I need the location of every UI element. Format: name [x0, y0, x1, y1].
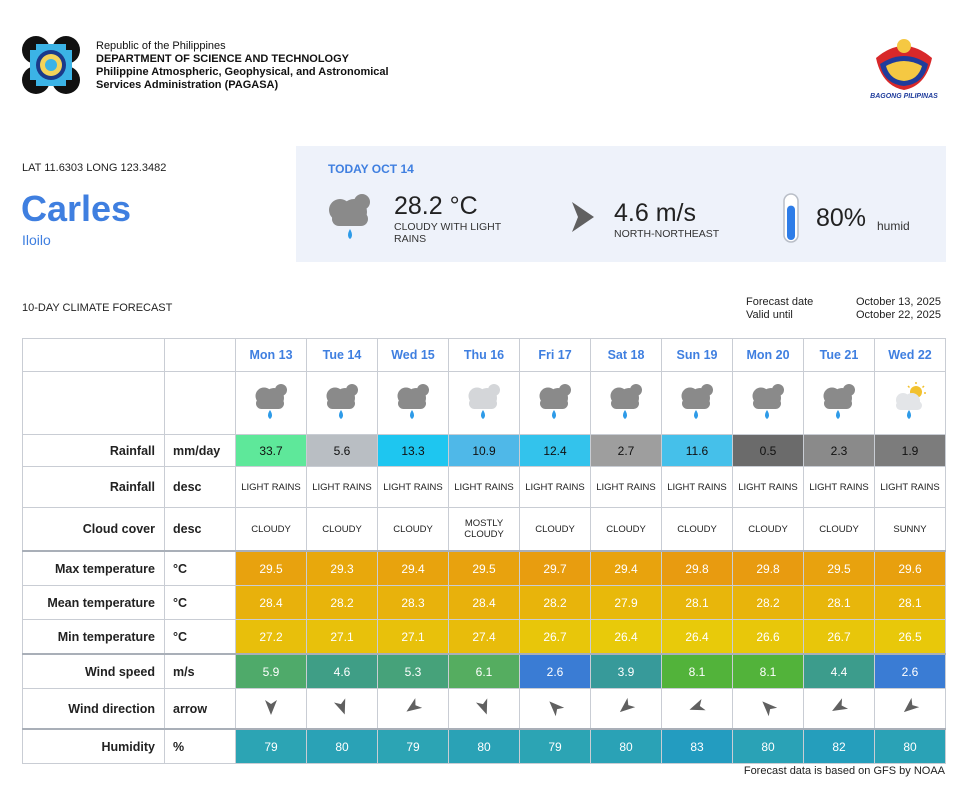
day-header: Sun 19 — [662, 339, 733, 372]
min-temp-value: 26.4 — [662, 620, 733, 655]
rainfall-row — [23, 435, 946, 467]
today-temperature: 28.2 °C — [394, 192, 478, 220]
wind-dir-label: Wind direction — [23, 689, 165, 730]
cloud-cover-label: Cloud cover — [23, 508, 165, 552]
rain-desc-value: LIGHT RAINS — [520, 467, 591, 508]
wind-speed-value: 5.3 — [378, 654, 449, 689]
header-row — [23, 339, 946, 372]
humidity-unit: % — [165, 729, 236, 764]
min-temp-value: 26.6 — [733, 620, 804, 655]
footer-note: Forecast data is based on GFS by NOAA — [743, 765, 945, 777]
wind-arrow-icon — [568, 200, 598, 239]
min-temp-value: 26.7 — [804, 620, 875, 655]
rain-desc-row — [23, 467, 946, 508]
max-temp-unit: °C — [165, 551, 236, 586]
day-header: Tue 21 — [804, 339, 875, 372]
mean-temp-value: 28.1 — [662, 586, 733, 620]
rainfall-value: 0.5 — [733, 435, 804, 467]
rainfall-value: 1.9 — [875, 435, 946, 467]
max-temp-value: 29.4 — [591, 551, 662, 586]
cloud-rain-icon — [591, 372, 662, 435]
day-header: Wed 22 — [875, 339, 946, 372]
mean-temp-value: 28.4 — [236, 586, 307, 620]
cloud-rain-icon — [236, 372, 307, 435]
cloud-cover-value: CLOUDY — [520, 508, 591, 552]
today-humidity-label: humid — [877, 219, 910, 233]
max-temp-row — [23, 551, 946, 586]
wind-speed-value: 8.1 — [733, 654, 804, 689]
mean-temp-value: 28.4 — [449, 586, 520, 620]
forecast-title: 10-DAY CLIMATE FORECAST — [22, 302, 173, 314]
rain-desc-label: Rainfall — [23, 467, 165, 508]
rain-desc-value: LIGHT RAINS — [591, 467, 662, 508]
cloud-cover-value: CLOUDY — [307, 508, 378, 552]
today-humidity: 80% — [816, 204, 867, 232]
pagasa-logo — [22, 36, 80, 94]
rain-desc-value: LIGHT RAINS — [662, 467, 733, 508]
mean-temp-value: 28.2 — [733, 586, 804, 620]
wind-speed-row — [23, 654, 946, 689]
cloud-cover-value: CLOUDY — [733, 508, 804, 552]
bagong-pilipinas-logo — [866, 28, 942, 100]
wind-direction-arrow-icon — [733, 689, 804, 730]
cloud-cover-value: CLOUDY — [804, 508, 875, 552]
light-cloud-rain-icon — [449, 372, 520, 435]
humidity-value: 80 — [875, 729, 946, 764]
cloud-cover-value: CLOUDY — [591, 508, 662, 552]
wind-speed-value: 4.6 — [307, 654, 378, 689]
republic-text: Republic of the Philippines — [96, 40, 226, 52]
corner-cell — [165, 339, 236, 372]
max-temp-value: 29.7 — [520, 551, 591, 586]
rain-desc-value: LIGHT RAINS — [804, 467, 875, 508]
rain-desc-value: LIGHT RAINS — [307, 467, 378, 508]
wind-speed-label: Wind speed — [23, 654, 165, 689]
rainfall-value: 13.3 — [378, 435, 449, 467]
today-label: TODAY OCT 14 — [328, 162, 414, 176]
wind-dir-unit: arrow — [165, 689, 236, 730]
rain-desc-value: LIGHT RAINS — [378, 467, 449, 508]
min-temp-value: 26.7 — [520, 620, 591, 655]
day-header: Tue 14 — [307, 339, 378, 372]
mean-temp-row — [23, 586, 946, 620]
humidity-value: 80 — [591, 729, 662, 764]
cloud-cover-unit: desc — [165, 508, 236, 552]
rainfall-value: 2.7 — [591, 435, 662, 467]
humidity-value: 82 — [804, 729, 875, 764]
valid-until-value: October 22, 2025 — [856, 309, 942, 321]
min-temp-value: 27.1 — [378, 620, 449, 655]
min-temp-value: 26.5 — [875, 620, 946, 655]
min-temp-row — [23, 620, 946, 655]
wind-direction-arrow-icon — [236, 689, 307, 730]
today-wind-speed: 4.6 m/s — [614, 199, 696, 227]
today-wind-direction: NORTH-NORTHEAST — [614, 228, 720, 240]
mean-temp-value: 27.9 — [591, 586, 662, 620]
humidity-row — [23, 729, 946, 764]
sun-cloud-rain-icon — [875, 372, 946, 435]
forecast-table — [22, 338, 946, 764]
mean-temp-unit: °C — [165, 586, 236, 620]
day-header: Mon 13 — [236, 339, 307, 372]
day-header: Mon 20 — [733, 339, 804, 372]
humidity-label: Humidity — [23, 729, 165, 764]
rainfall-value: 10.9 — [449, 435, 520, 467]
max-temp-value: 29.5 — [804, 551, 875, 586]
rainfall-value: 33.7 — [236, 435, 307, 467]
min-temp-value: 27.1 — [307, 620, 378, 655]
cloud-rain-icon — [662, 372, 733, 435]
max-temp-value: 29.8 — [662, 551, 733, 586]
cloud-rain-icon — [733, 372, 804, 435]
mean-temp-value: 28.2 — [307, 586, 378, 620]
wind-direction-arrow-icon — [875, 689, 946, 730]
wind-direction-arrow-icon — [307, 689, 378, 730]
wind-speed-value: 2.6 — [520, 654, 591, 689]
day-header: Fri 17 — [520, 339, 591, 372]
cloud-rain-icon — [804, 372, 875, 435]
day-header: Thu 16 — [449, 339, 520, 372]
humidity-value: 80 — [733, 729, 804, 764]
humidity-value: 80 — [307, 729, 378, 764]
humidity-value: 79 — [378, 729, 449, 764]
wind-speed-value: 8.1 — [662, 654, 733, 689]
wind-speed-value: 2.6 — [875, 654, 946, 689]
agency-block — [96, 40, 389, 92]
forecast-date-label: Forecast date — [746, 296, 814, 308]
max-temp-value: 29.6 — [875, 551, 946, 586]
rainfall-value: 2.3 — [804, 435, 875, 467]
agency-line-1: Philippine Atmospheric, Geophysical, and Astronomical — [96, 66, 389, 78]
humidity-gauge-icon — [782, 192, 800, 249]
bagong-pilipinas-text: BAGONG PILIPINAS — [870, 93, 938, 100]
mean-temp-value: 28.2 — [520, 586, 591, 620]
min-temp-label: Min temperature — [23, 620, 165, 655]
wind-speed-value: 4.4 — [804, 654, 875, 689]
cloud-cover-value: MOSTLY CLOUDY — [449, 508, 520, 552]
wind-speed-value: 3.9 — [591, 654, 662, 689]
lat-long: LAT 11.6303 LONG 123.3482 — [22, 162, 167, 174]
rain-desc-unit: desc — [165, 467, 236, 508]
forecast-date-value: October 13, 2025 — [856, 296, 942, 308]
cloud-cover-value: SUNNY — [875, 508, 946, 552]
rainfall-value: 5.6 — [307, 435, 378, 467]
max-temp-value: 29.4 — [378, 551, 449, 586]
today-condition: CLOUDY WITH LIGHT RAINS — [394, 221, 501, 245]
mean-temp-label: Mean temperature — [23, 586, 165, 620]
max-temp-label: Max temperature — [23, 551, 165, 586]
min-temp-value: 27.4 — [449, 620, 520, 655]
forecast-meta — [746, 296, 942, 322]
wind-direction-arrow-icon — [378, 689, 449, 730]
wind-dir-row — [23, 689, 946, 730]
rain-desc-value: LIGHT RAINS — [875, 467, 946, 508]
rainfall-label: Rainfall — [23, 435, 165, 467]
cloud-rain-icon — [307, 372, 378, 435]
day-header: Wed 15 — [378, 339, 449, 372]
cloud-cover-value: CLOUDY — [378, 508, 449, 552]
valid-until-label: Valid until — [746, 309, 793, 321]
blank-cell — [23, 372, 165, 435]
rainfall-value: 11.6 — [662, 435, 733, 467]
rain-desc-value: LIGHT RAINS — [733, 467, 804, 508]
corner-cell — [23, 339, 165, 372]
wind-direction-arrow-icon — [449, 689, 520, 730]
max-temp-value: 29.5 — [236, 551, 307, 586]
mean-temp-value: 28.3 — [378, 586, 449, 620]
wind-direction-arrow-icon — [804, 689, 875, 730]
wind-direction-arrow-icon — [662, 689, 733, 730]
wind-speed-value: 5.9 — [236, 654, 307, 689]
rain-desc-value: LIGHT RAINS — [449, 467, 520, 508]
wind-speed-unit: m/s — [165, 654, 236, 689]
cloud-cover-value: CLOUDY — [662, 508, 733, 552]
wind-speed-value: 6.1 — [449, 654, 520, 689]
province-name: Iloilo — [22, 232, 51, 248]
department-text: DEPARTMENT OF SCIENCE AND TECHNOLOGY — [96, 53, 350, 65]
cloud-rain-icon — [520, 372, 591, 435]
min-temp-unit: °C — [165, 620, 236, 655]
min-temp-value: 27.2 — [236, 620, 307, 655]
cloud-cover-row — [23, 508, 946, 552]
mean-temp-value: 28.1 — [804, 586, 875, 620]
rainfall-value: 12.4 — [520, 435, 591, 467]
humidity-value: 79 — [520, 729, 591, 764]
rain-desc-value: LIGHT RAINS — [236, 467, 307, 508]
cloud-cover-value: CLOUDY — [236, 508, 307, 552]
blank-cell — [165, 372, 236, 435]
icon-row — [23, 372, 946, 435]
cloud-rain-icon — [378, 372, 449, 435]
humidity-value: 83 — [662, 729, 733, 764]
city-name: Carles — [21, 188, 132, 229]
rainfall-unit: mm/day — [165, 435, 236, 467]
humidity-value: 79 — [236, 729, 307, 764]
cloud-rain-icon — [326, 192, 378, 253]
today-panel — [296, 146, 946, 262]
day-header: Sat 18 — [591, 339, 662, 372]
max-temp-value: 29.8 — [733, 551, 804, 586]
wind-direction-arrow-icon — [520, 689, 591, 730]
wind-direction-arrow-icon — [591, 689, 662, 730]
mean-temp-value: 28.1 — [875, 586, 946, 620]
max-temp-value: 29.5 — [449, 551, 520, 586]
max-temp-value: 29.3 — [307, 551, 378, 586]
min-temp-value: 26.4 — [591, 620, 662, 655]
humidity-value: 80 — [449, 729, 520, 764]
agency-line-2: Services Administration (PAGASA) — [96, 79, 279, 91]
